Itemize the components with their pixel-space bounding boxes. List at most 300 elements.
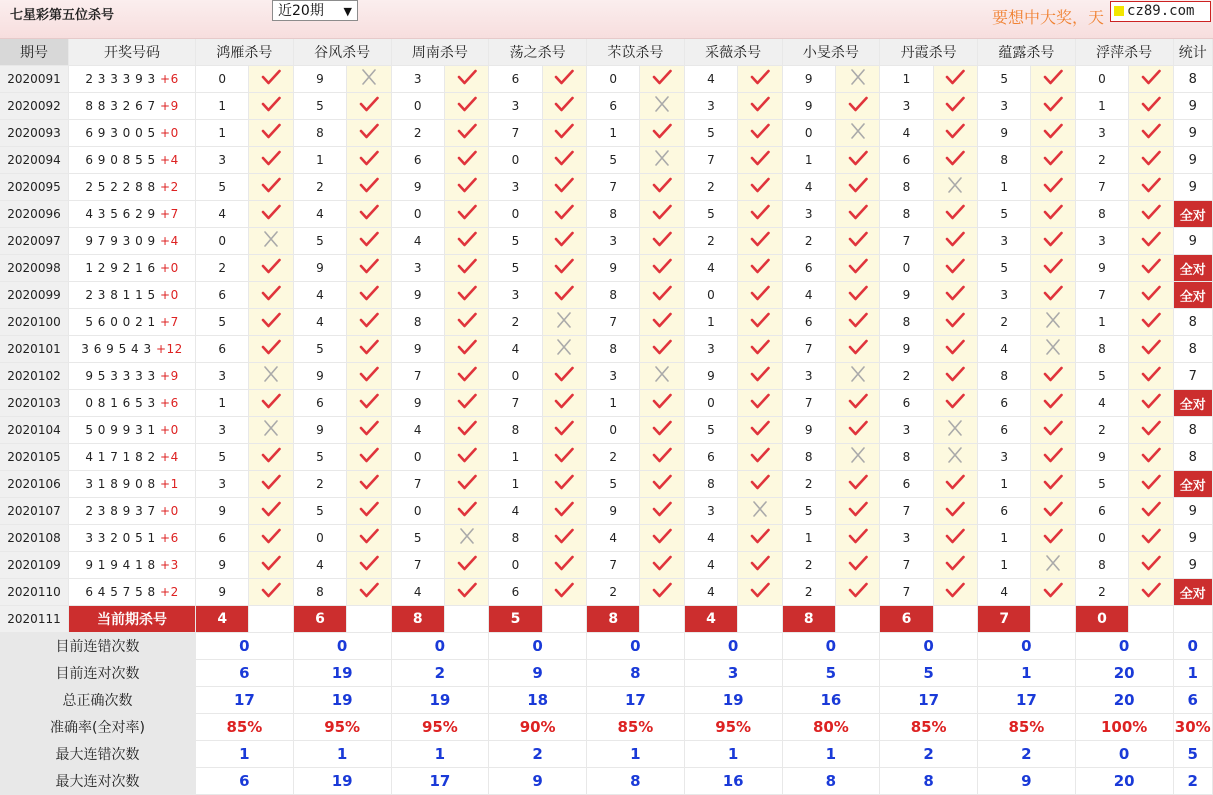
check-icon [640, 201, 684, 228]
kill-number-cell: 0 [880, 255, 933, 282]
kill-number-cell: 5 [978, 201, 1031, 228]
current-kill-number: 7 [978, 606, 1031, 633]
header-period: 期号 [0, 39, 69, 66]
kill-number-cell: 4 [978, 336, 1031, 363]
kill-number-cell: 4 [391, 417, 444, 444]
cross-icon [542, 336, 586, 363]
stats-value: 17 [391, 768, 489, 795]
kill-number-cell: 4 [684, 255, 737, 282]
draw-numbers: 2 3 8 1 1 5 [85, 288, 161, 302]
stats-total-value: 0 [1173, 633, 1212, 660]
kill-number-cell: 8 [880, 444, 933, 471]
header-expert: 荡之杀号 [489, 39, 587, 66]
sum-offset: +0 [160, 126, 179, 140]
kill-number-cell: 8 [293, 120, 346, 147]
check-icon [933, 201, 977, 228]
correct-count-cell: 9 [1173, 228, 1212, 255]
check-icon [347, 93, 391, 120]
check-icon [1031, 525, 1075, 552]
header-expert: 周南杀号 [391, 39, 489, 66]
page-title: 七星彩第五位杀号 [10, 8, 115, 23]
draw-numbers-cell [69, 309, 196, 336]
kill-number-cell: 2 [1075, 417, 1128, 444]
stats-value: 1 [782, 741, 880, 768]
kill-number-cell: 6 [880, 390, 933, 417]
kill-number-cell: 8 [978, 147, 1031, 174]
draw-numbers: 2 3 8 9 3 7 [85, 504, 161, 518]
sum-offset: +1 [160, 477, 179, 491]
check-icon [738, 120, 782, 147]
empty-cell [249, 606, 293, 633]
kill-number-cell: 9 [293, 363, 346, 390]
check-icon [542, 390, 586, 417]
check-icon [933, 471, 977, 498]
stats-label: 最大连错次数 [0, 741, 196, 768]
check-icon [1031, 390, 1075, 417]
empty-cell [1173, 606, 1212, 633]
kill-number-cell: 1 [1075, 309, 1128, 336]
kill-number-cell: 4 [684, 579, 737, 606]
draw-numbers: 4 1 7 1 8 2 [85, 450, 161, 464]
kill-number-cell: 5 [587, 471, 640, 498]
kill-number-cell: 6 [196, 282, 249, 309]
cross-icon [1031, 552, 1075, 579]
kill-number-cell: 5 [196, 174, 249, 201]
check-icon [1031, 471, 1075, 498]
check-icon [835, 336, 879, 363]
kill-number-cell: 4 [782, 174, 835, 201]
kill-number-cell: 1 [196, 120, 249, 147]
kill-number-cell: 4 [684, 66, 737, 93]
check-icon [933, 228, 977, 255]
kill-number-cell: 7 [1075, 174, 1128, 201]
kill-number-cell: 2 [1075, 579, 1128, 606]
kill-number-cell: 8 [782, 444, 835, 471]
draw-numbers: 3 6 9 5 4 3 [81, 342, 156, 356]
kill-number-cell: 4 [782, 282, 835, 309]
check-icon [1129, 255, 1173, 282]
period-cell: 2020096 [0, 201, 69, 228]
kill-number-cell: 8 [1075, 201, 1128, 228]
kill-number-cell: 4 [391, 579, 444, 606]
check-icon [835, 93, 879, 120]
stats-total-value: 30% [1173, 714, 1212, 741]
correct-count-cell: 8 [1173, 309, 1212, 336]
kill-number-cell: 6 [684, 444, 737, 471]
kill-number-cell: 3 [880, 525, 933, 552]
check-icon [347, 444, 391, 471]
check-icon [738, 579, 782, 606]
header-stats: 统计 [1173, 39, 1212, 66]
draw-numbers-cell [69, 174, 196, 201]
all-correct-badge: 全对 [1173, 282, 1212, 309]
kill-number-cell: 5 [782, 498, 835, 525]
stats-value: 19 [293, 687, 391, 714]
kill-number-cell: 6 [196, 336, 249, 363]
check-icon [835, 417, 879, 444]
all-correct-badge: 全对 [1173, 201, 1212, 228]
kill-number-cell: 4 [293, 552, 346, 579]
kill-number-cell: 7 [391, 471, 444, 498]
stats-value: 2 [880, 741, 978, 768]
check-icon [738, 255, 782, 282]
check-icon [1031, 417, 1075, 444]
check-icon [249, 579, 293, 606]
kill-number-cell: 2 [684, 228, 737, 255]
kill-number-cell: 9 [196, 579, 249, 606]
kill-number-cell: 5 [196, 309, 249, 336]
sum-offset: +3 [160, 558, 179, 572]
draw-numbers: 3 3 2 0 5 1 [85, 531, 161, 545]
kill-number-cell: 2 [782, 579, 835, 606]
correct-count-cell: 7 [1173, 363, 1212, 390]
draw-numbers-cell [69, 255, 196, 282]
kill-number-cell: 9 [684, 363, 737, 390]
period-cell: 2020098 [0, 255, 69, 282]
stats-label: 准确率(全对率) [0, 714, 196, 741]
kill-number-cell: 3 [1075, 228, 1128, 255]
check-icon [738, 444, 782, 471]
kill-number-cell: 5 [489, 255, 542, 282]
draw-numbers: 6 4 5 7 5 8 [85, 585, 161, 599]
table-row [0, 552, 1213, 579]
kill-number-cell: 0 [489, 201, 542, 228]
kill-number-cell: 1 [587, 390, 640, 417]
check-icon [640, 120, 684, 147]
sum-offset: +0 [160, 261, 179, 275]
check-icon [444, 579, 488, 606]
draw-numbers: 5 0 9 9 3 1 [85, 423, 161, 437]
kill-number-cell: 3 [880, 93, 933, 120]
stats-value: 80% [782, 714, 880, 741]
kill-number-cell: 9 [978, 120, 1031, 147]
check-icon [835, 228, 879, 255]
dropdown-arrow-icon: ▼ [343, 5, 352, 18]
kill-number-cell: 2 [391, 120, 444, 147]
check-icon [542, 201, 586, 228]
check-icon [444, 120, 488, 147]
kill-number-cell: 6 [880, 147, 933, 174]
kill-number-cell: 6 [978, 498, 1031, 525]
sum-offset: +0 [160, 504, 179, 518]
header-expert: 鸿雁杀号 [196, 39, 294, 66]
stats-value: 95% [391, 714, 489, 741]
period-cell: 2020106 [0, 471, 69, 498]
sum-offset: +6 [160, 531, 179, 545]
check-icon [249, 282, 293, 309]
kill-number-cell: 5 [684, 120, 737, 147]
kill-number-cell: 9 [782, 93, 835, 120]
kill-number-cell: 4 [293, 282, 346, 309]
kill-number-cell: 0 [391, 498, 444, 525]
sum-offset: +9 [160, 369, 179, 383]
check-icon [640, 525, 684, 552]
sum-offset: +7 [160, 315, 179, 329]
kill-number-cell: 7 [684, 147, 737, 174]
kill-number-cell: 9 [196, 552, 249, 579]
stats-value: 20 [1075, 687, 1173, 714]
kill-number-cell: 4 [684, 552, 737, 579]
check-icon [933, 309, 977, 336]
stats-value: 17 [978, 687, 1076, 714]
header-expert: 小旻杀号 [782, 39, 880, 66]
header-row [0, 39, 1213, 66]
stats-value: 5 [782, 660, 880, 687]
all-correct-badge: 全对 [1173, 255, 1212, 282]
check-icon [444, 66, 488, 93]
check-icon [444, 336, 488, 363]
kill-number-cell: 1 [587, 120, 640, 147]
period-cell: 2020104 [0, 417, 69, 444]
check-icon [1129, 498, 1173, 525]
check-icon [933, 579, 977, 606]
sum-offset: +2 [160, 585, 179, 599]
current-kill-row [0, 606, 1213, 633]
draw-numbers: 6 9 3 0 0 5 [85, 126, 161, 140]
kill-number-cell: 4 [293, 309, 346, 336]
current-kill-label: 当前期杀号 [69, 606, 196, 633]
kill-number-cell: 2 [293, 471, 346, 498]
draw-numbers: 2 5 2 2 8 8 [85, 180, 161, 194]
kill-number-cell: 9 [782, 66, 835, 93]
stats-value: 1 [587, 741, 685, 768]
check-icon [933, 255, 977, 282]
check-icon [542, 363, 586, 390]
correct-count-cell: 8 [1173, 444, 1212, 471]
kill-number-cell: 1 [293, 147, 346, 174]
check-icon [1031, 282, 1075, 309]
stats-value: 17 [196, 687, 294, 714]
ad-text[interactable]: 要想中大奖，天 [992, 8, 1105, 27]
table-row [0, 120, 1213, 147]
kill-number-cell: 8 [978, 363, 1031, 390]
check-icon [1031, 66, 1075, 93]
cross-icon [347, 66, 391, 93]
draw-numbers-cell [69, 93, 196, 120]
kill-number-cell: 7 [782, 390, 835, 417]
kill-number-cell: 5 [293, 93, 346, 120]
period-cell: 2020110 [0, 579, 69, 606]
check-icon [933, 147, 977, 174]
cross-icon [249, 363, 293, 390]
draw-numbers-cell [69, 120, 196, 147]
check-icon [738, 93, 782, 120]
period-cell: 2020103 [0, 390, 69, 417]
check-icon [444, 228, 488, 255]
kill-number-cell: 7 [782, 336, 835, 363]
kill-number-cell: 8 [1075, 552, 1128, 579]
check-icon [249, 120, 293, 147]
kill-number-cell: 9 [782, 417, 835, 444]
stats-value: 19 [391, 687, 489, 714]
stats-value: 5 [880, 660, 978, 687]
check-icon [640, 336, 684, 363]
kill-number-cell: 3 [1075, 120, 1128, 147]
kill-number-cell: 5 [684, 201, 737, 228]
table-row [0, 309, 1213, 336]
table-row [0, 417, 1213, 444]
cross-icon [444, 525, 488, 552]
check-icon [249, 552, 293, 579]
kill-number-cell: 5 [293, 444, 346, 471]
current-period-cell: 2020111 [0, 606, 69, 633]
stats-value: 8 [880, 768, 978, 795]
stats-value: 19 [293, 768, 391, 795]
stats-value: 0 [782, 633, 880, 660]
stats-value: 95% [684, 714, 782, 741]
kill-number-cell: 3 [978, 444, 1031, 471]
check-icon [738, 336, 782, 363]
site-logo[interactable] [1110, 1, 1211, 22]
check-icon [542, 552, 586, 579]
header-expert: 芣苡杀号 [587, 39, 685, 66]
check-icon [347, 309, 391, 336]
table-row [0, 282, 1213, 309]
cross-icon [835, 444, 879, 471]
draw-numbers: 1 2 9 2 1 6 [85, 261, 161, 275]
check-icon [249, 471, 293, 498]
stats-value: 1 [978, 660, 1076, 687]
draw-numbers-cell [69, 201, 196, 228]
kill-number-cell: 8 [587, 282, 640, 309]
check-icon [933, 282, 977, 309]
cross-icon [835, 120, 879, 147]
check-icon [542, 417, 586, 444]
kill-number-cell: 7 [880, 552, 933, 579]
kill-number-cell: 7 [391, 363, 444, 390]
check-icon [738, 282, 782, 309]
check-icon [738, 417, 782, 444]
kill-number-cell: 9 [1075, 444, 1128, 471]
kill-number-cell: 6 [293, 390, 346, 417]
check-icon [640, 471, 684, 498]
draw-numbers-cell [69, 282, 196, 309]
kill-number-cell: 6 [880, 471, 933, 498]
kill-number-cell: 2 [587, 444, 640, 471]
check-icon [249, 66, 293, 93]
kill-number-cell: 0 [1075, 66, 1128, 93]
stats-total-value: 1 [1173, 660, 1212, 687]
kill-number-cell: 3 [880, 417, 933, 444]
draw-numbers: 0 8 1 6 5 3 [85, 396, 161, 410]
check-icon [1129, 93, 1173, 120]
check-icon [444, 147, 488, 174]
sum-offset: +0 [160, 288, 179, 302]
cross-icon [835, 363, 879, 390]
stats-value: 20 [1075, 660, 1173, 687]
cross-icon [1031, 336, 1075, 363]
stats-value: 0 [978, 633, 1076, 660]
check-icon [1129, 444, 1173, 471]
kill-number-cell: 0 [489, 552, 542, 579]
check-icon [1129, 390, 1173, 417]
kill-number-cell: 6 [978, 417, 1031, 444]
period-cell: 2020101 [0, 336, 69, 363]
kill-number-cell: 4 [684, 525, 737, 552]
empty-cell [347, 606, 391, 633]
correct-count-cell: 9 [1173, 147, 1212, 174]
check-icon [738, 552, 782, 579]
stats-value: 0 [489, 633, 587, 660]
current-kill-number: 6 [880, 606, 933, 633]
table-row [0, 579, 1213, 606]
kill-number-cell: 3 [587, 228, 640, 255]
check-icon [1031, 444, 1075, 471]
kill-number-cell: 1 [978, 552, 1031, 579]
kill-number-cell: 0 [1075, 525, 1128, 552]
table-row [0, 498, 1213, 525]
table-row [0, 336, 1213, 363]
kill-number-cell: 4 [1075, 390, 1128, 417]
kill-number-cell: 9 [1075, 255, 1128, 282]
kill-number-cell: 9 [391, 282, 444, 309]
kill-number-cell: 9 [391, 390, 444, 417]
check-icon [1129, 174, 1173, 201]
check-icon [444, 363, 488, 390]
check-icon [1129, 228, 1173, 255]
draw-numbers-cell [69, 498, 196, 525]
kill-number-cell: 1 [196, 390, 249, 417]
check-icon [444, 498, 488, 525]
check-icon [347, 255, 391, 282]
table-row [0, 174, 1213, 201]
stats-value: 1 [196, 741, 294, 768]
kill-number-cell: 6 [782, 255, 835, 282]
kill-number-cell: 2 [587, 579, 640, 606]
kill-number-cell: 4 [391, 228, 444, 255]
kill-number-cell: 3 [196, 363, 249, 390]
check-icon [542, 498, 586, 525]
check-icon [347, 336, 391, 363]
stats-value: 85% [196, 714, 294, 741]
check-icon [444, 201, 488, 228]
kill-number-cell: 9 [880, 336, 933, 363]
check-icon [1129, 552, 1173, 579]
kill-number-cell: 3 [978, 228, 1031, 255]
kill-number-cell: 7 [587, 309, 640, 336]
kill-number-cell: 6 [1075, 498, 1128, 525]
kill-number-cell: 4 [880, 120, 933, 147]
kill-number-cell: 3 [489, 93, 542, 120]
kill-number-cell: 9 [587, 255, 640, 282]
check-icon [835, 579, 879, 606]
stats-value: 85% [978, 714, 1076, 741]
kill-number-cell: 0 [684, 282, 737, 309]
kill-number-cell: 6 [391, 147, 444, 174]
current-kill-number: 5 [489, 606, 542, 633]
check-icon [1129, 282, 1173, 309]
kill-number-cell: 7 [587, 174, 640, 201]
stats-value: 85% [880, 714, 978, 741]
draw-numbers-cell [69, 228, 196, 255]
kill-number-cell: 0 [196, 66, 249, 93]
kill-number-cell: 2 [978, 309, 1031, 336]
check-icon [444, 444, 488, 471]
check-icon [542, 471, 586, 498]
kill-number-cell: 3 [489, 282, 542, 309]
kill-number-cell: 8 [391, 309, 444, 336]
sum-offset: +4 [160, 234, 179, 248]
check-icon [835, 552, 879, 579]
period-select[interactable] [272, 0, 358, 21]
kill-number-cell: 2 [684, 174, 737, 201]
empty-cell [640, 606, 684, 633]
kill-number-cell: 6 [489, 579, 542, 606]
check-icon [249, 498, 293, 525]
correct-count-cell: 8 [1173, 417, 1212, 444]
stats-value: 20 [1075, 768, 1173, 795]
kill-number-cell: 8 [587, 201, 640, 228]
